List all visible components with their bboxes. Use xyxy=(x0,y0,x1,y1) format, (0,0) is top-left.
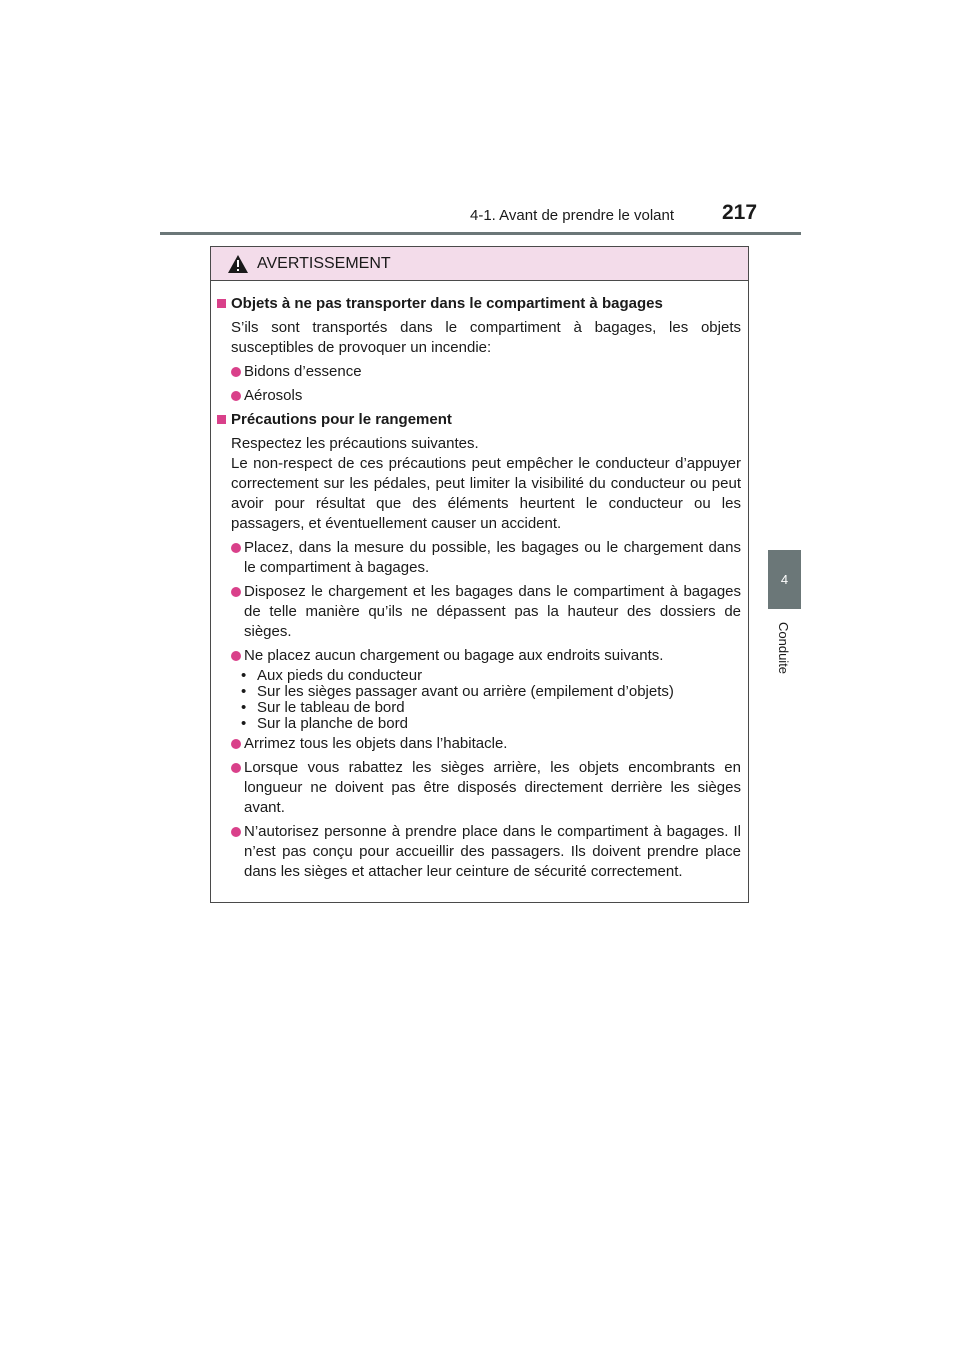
list-item-text: Placez, dans la mesure du possible, les bagages ou le chargement dans le compartiment à bagages. xyxy=(244,539,741,576)
sublist-bullet: • xyxy=(241,699,247,716)
location-sublist xyxy=(241,668,741,732)
list-item xyxy=(231,822,741,882)
page-number: 217 xyxy=(722,201,758,224)
list-item-text: Disposez le chargement et les bagages dans le compartiment à bagages de telle manière qu’ils ne dépassent pas la hauteur des dossiers de sièges. xyxy=(244,583,741,640)
paragraph: Respectez les précautions suivantes. xyxy=(231,435,479,452)
list-item-text: Bidons d’essence xyxy=(244,363,362,380)
list-item xyxy=(231,362,741,382)
circle-bullet-icon xyxy=(231,543,241,553)
circle-bullet-icon xyxy=(231,651,241,661)
warning-body xyxy=(211,281,748,882)
chapter-number: 4 xyxy=(780,572,789,587)
list-item xyxy=(231,582,741,642)
list-item xyxy=(231,646,741,666)
circle-bullet-icon xyxy=(231,827,241,837)
section-heading xyxy=(216,294,741,314)
sublist-text: Sur le tableau de bord xyxy=(257,699,405,716)
sublist-item xyxy=(241,684,741,700)
square-bullet-icon xyxy=(217,415,226,424)
list-item xyxy=(231,386,741,406)
chapter-label: Conduite xyxy=(776,622,791,675)
sublist-bullet: • xyxy=(241,667,247,684)
sublist-text: Sur la planche de bord xyxy=(257,715,408,732)
sublist-item xyxy=(241,700,741,716)
warning-box xyxy=(210,246,749,903)
header-divider xyxy=(160,232,801,235)
section-heading-text: Précautions pour le rangement xyxy=(231,411,452,428)
chapter-tab xyxy=(768,550,801,609)
circle-bullet-icon xyxy=(231,391,241,401)
list-item-text: Lorsque vous rabattez les sièges arrière, les objets encombrants en longueur ne doivent pas être disposés directement derrière les sièges avant. xyxy=(244,759,741,816)
square-bullet-icon xyxy=(217,299,226,308)
section-heading xyxy=(216,410,741,430)
list-item-text: Arrimez tous les objets dans l’habitacle. xyxy=(244,735,508,752)
section-heading-text: Objets à ne pas transporter dans le compartiment à bagages xyxy=(231,295,663,312)
sublist-item xyxy=(241,668,741,684)
sublist-bullet: • xyxy=(241,683,247,700)
list-item-text: Aérosols xyxy=(244,387,303,404)
list-item-text: N’autorisez personne à prendre place dans le compartiment à bagages. Il n’est pas conçu pour accueillir des passagers. Ils doivent prendre place dans les sièges et attacher leur ceinture de sécurité correctement. xyxy=(244,823,741,880)
sublist-text: Aux pieds du conducteur xyxy=(257,667,423,684)
warning-triangle-icon xyxy=(227,254,249,274)
warning-title: AVERTISSEMENT xyxy=(257,254,391,272)
list-item xyxy=(231,758,741,818)
section-title: 4-1. Avant de prendre le volant xyxy=(470,207,675,224)
circle-bullet-icon xyxy=(231,763,241,773)
list-item xyxy=(231,734,741,754)
sublist-bullet: • xyxy=(241,715,247,732)
list-item-text: Ne placez aucun chargement ou bagage aux endroits suivants. xyxy=(244,647,664,664)
paragraph: S’ils sont transportés dans le compartiment à bagages, les objets susceptibles de provoquer un incendie: xyxy=(231,319,741,356)
warning-header xyxy=(211,247,748,281)
circle-bullet-icon xyxy=(231,587,241,597)
circle-bullet-icon xyxy=(231,367,241,377)
sublist-text: Sur les sièges passager avant ou arrière (empilement d’objets) xyxy=(257,683,674,700)
paragraph: Le non-respect de ces précautions peut empêcher le conducteur d’appuyer correctement sur les pédales, peut limiter la visibilité du conducteur ou peut avoir pour résultat que des éléments heurtent le conducteur ou les passagers, et éventuellement causer un accident. xyxy=(231,455,741,532)
circle-bullet-icon xyxy=(231,739,241,749)
sublist-item xyxy=(241,716,741,732)
list-item xyxy=(231,538,741,578)
